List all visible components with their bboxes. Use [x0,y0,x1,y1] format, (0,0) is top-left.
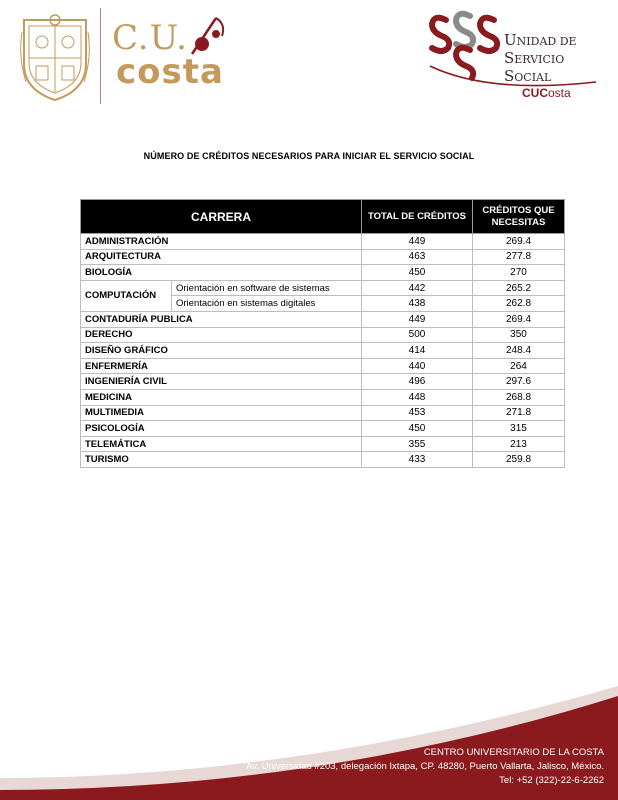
document-title: NÚMERO DE CRÉDITOS NECESARIOS PARA INICIAR EL SERVICIO SOCIAL [143,151,475,161]
necesitas-cell: 265.2 [473,280,565,296]
servicio-social-logo-title: UNIDAD DE SERVICIO SOCIAL [504,31,577,85]
necesitas-cell: 269.4 [473,311,565,327]
orientacion-cell: Orientación en sistemas digitales [172,296,362,312]
table-row [81,234,565,250]
necesitas-cell: 297.6 [473,374,565,390]
total-cell: 449 [362,311,473,327]
table-row [81,280,565,296]
servicio-social-logo-tag: CUCosta [522,86,571,100]
carrera-cell: MEDICINA [81,389,362,405]
servicio-social-logo-icon [424,10,600,102]
total-cell: 453 [362,405,473,421]
total-cell: 463 [362,249,473,265]
cucosta-logo-line1: C.U. [112,18,188,58]
carrera-cell: TELEMÁTICA [81,436,362,452]
necesitas-cell: 268.8 [473,389,565,405]
header-creditos-necesitas: CRÉDITOS QUE NECESITAS [473,200,565,234]
necesitas-cell: 315 [473,421,565,437]
cucosta-logo-icon [112,14,228,98]
creditos-table [80,199,565,468]
carrera-cell: DERECHO [81,327,362,343]
necesitas-cell: 259.8 [473,452,565,468]
total-cell: 433 [362,452,473,468]
table-row [81,421,565,437]
udg-seal-icon [18,12,92,102]
cucosta-logo-line2: costa [116,52,224,92]
carrera-cell: CONTADURÍA PUBLICA [81,311,362,327]
table-row [81,405,565,421]
carrera-cell: TURISMO [81,452,362,468]
necesitas-cell: 262.8 [473,296,565,312]
footer-institution: CENTRO UNIVERSITARIO DE LA COSTA [423,747,604,758]
carrera-cell: ENFERMERÍA [81,358,362,374]
carrera-cell: ARQUITECTURA [81,249,362,265]
table-row [81,374,565,390]
footer-phone: Tel: +52 (322)-22-6-2262 [499,775,604,786]
total-cell: 450 [362,265,473,281]
total-cell: 414 [362,343,473,359]
carrera-cell: DISEÑO GRÁFICO [81,343,362,359]
header-carrera: CARRERA [81,200,362,234]
total-cell: 438 [362,296,473,312]
page-header [0,0,618,110]
total-cell: 449 [362,234,473,250]
table-header-row [81,200,565,234]
carrera-cell: PSICOLOGÍA [81,421,362,437]
table-row [81,327,565,343]
table-row [81,343,565,359]
necesitas-cell: 264 [473,358,565,374]
carrera-cell: INGENIERÍA CIVIL [81,374,362,390]
table-row [81,249,565,265]
necesitas-cell: 270 [473,265,565,281]
total-cell: 448 [362,389,473,405]
carrera-cell: ADMINISTRACIÓN [81,234,362,250]
necesitas-cell: 350 [473,327,565,343]
necesitas-cell: 213 [473,436,565,452]
necesitas-cell: 248.4 [473,343,565,359]
necesitas-cell: 269.4 [473,234,565,250]
table-row [81,389,565,405]
total-cell: 440 [362,358,473,374]
necesitas-cell: 277.8 [473,249,565,265]
table-row [81,311,565,327]
carrera-cell-computacion: COMPUTACIÓN [81,280,172,311]
carrera-cell: MULTIMEDIA [81,405,362,421]
carrera-cell: BIOLOGÍA [81,265,362,281]
table-row [81,436,565,452]
total-cell: 500 [362,327,473,343]
total-cell: 355 [362,436,473,452]
cucosta-sun-icon [182,14,228,60]
total-cell: 496 [362,374,473,390]
table-row [81,452,565,468]
header-total-creditos: TOTAL DE CRÉDITOS [362,200,473,234]
orientacion-cell: Orientación en software de sistemas [172,280,362,296]
table-row [81,358,565,374]
necesitas-cell: 271.8 [473,405,565,421]
swoosh-icon [428,62,598,92]
table-row [81,265,565,281]
footer-contact [246,746,604,788]
total-cell: 450 [362,421,473,437]
header-divider [100,8,101,104]
footer-address: Av. Universidad #203, delegación Ixtapa, CP. 48280, Puerto Vallarta, Jalisco, México. [246,761,604,772]
total-cell: 442 [362,280,473,296]
